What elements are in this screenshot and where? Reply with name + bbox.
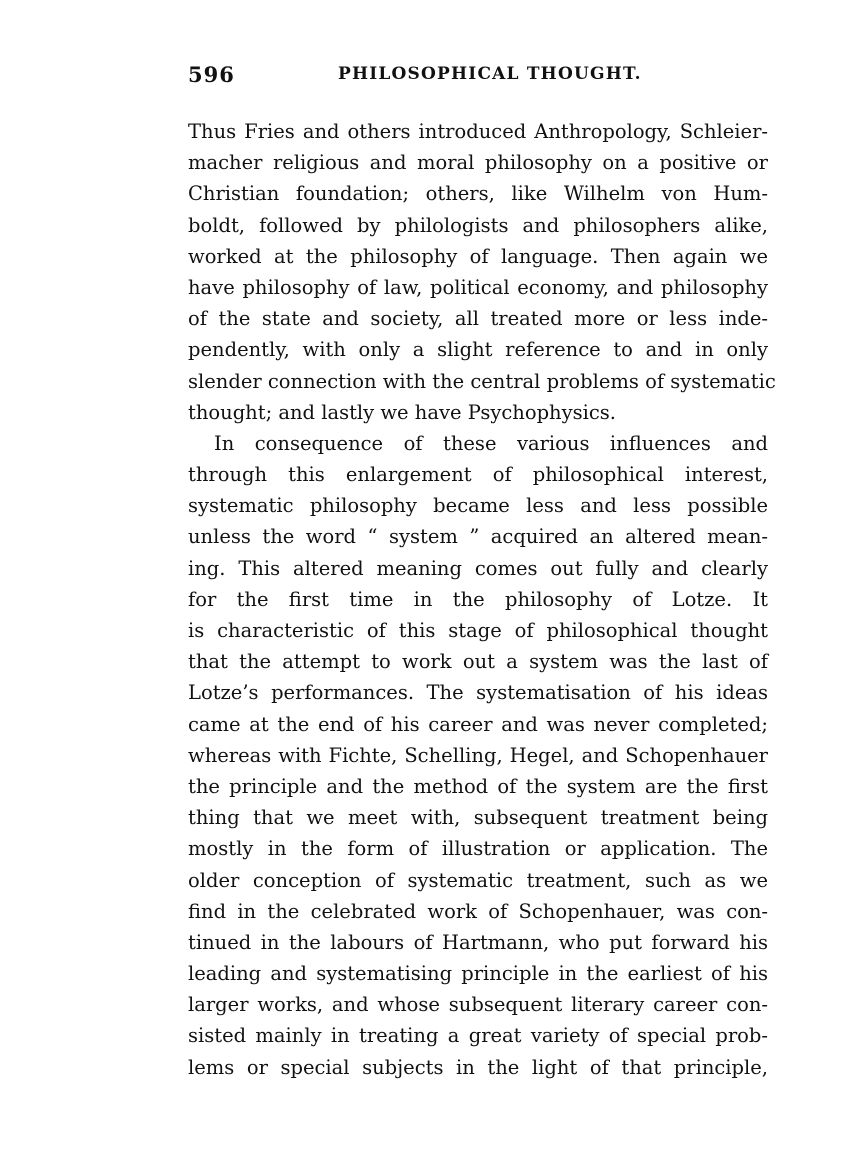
text-line: find in the celebrated work of Schopenhauer, was con-	[188, 899, 768, 923]
text-line: through this enlargement of philosophical interest,	[188, 463, 768, 487]
text-line: sisted mainly in treating a great variety of special prob-	[188, 1024, 768, 1048]
text-line: systematic philosophy became less and less possible	[188, 494, 768, 518]
text-line: Lotze’s performances. The systematisation of his ideas	[188, 681, 768, 705]
text-line: thought; and lastly we have Psychophysics.	[188, 400, 617, 424]
text-line: larger works, and whose subsequent literary career con-	[188, 993, 768, 1017]
text-line: thing that we meet with, subsequent treatment being	[188, 806, 768, 830]
text-line: ing. This altered meaning comes out fully and clearly	[188, 556, 768, 580]
text-line: of the state and society, all treated more or less inde-	[188, 307, 768, 331]
text-line: pendently, with only a slight reference to and in only	[188, 338, 768, 362]
running-head	[188, 62, 768, 92]
text-line: slender connection with the central problems of systematic	[188, 369, 776, 393]
text-line: whereas with Fichte, Schelling, Hegel, and Schopenhauer	[188, 743, 768, 767]
text-line: boldt, followed by philologists and philosophers alike,	[188, 213, 768, 237]
text-line: older conception of systematic treatment, such as we	[188, 868, 768, 892]
running-title: PHILOSOPHICAL THOUGHT.	[338, 64, 642, 84]
text-line: Christian foundation; others, like Wilhelm von Hum-	[188, 182, 768, 206]
text-line: unless the word “ system ” acquired an altered mean-	[188, 525, 768, 549]
text-line: have philosophy of law, political economy, and philosophy	[188, 275, 768, 299]
text-line: mostly in the form of illustration or application. The	[188, 837, 768, 861]
text-line: the principle and the method of the system are the first	[188, 774, 768, 798]
text-line: In consequence of these various influences and	[214, 431, 768, 455]
text-line: Thus Fries and others introduced Anthropology, Schleier-	[188, 120, 768, 143]
page-number: 596	[188, 62, 235, 87]
text-line: that the attempt to work out a system was the last of	[188, 650, 768, 674]
text-line: worked at the philosophy of language. Then again we	[188, 244, 768, 268]
text-line: for the first time in the philosophy of Lotze. It	[188, 587, 768, 611]
text-line: tinued in the labours of Hartmann, who put forward his	[188, 930, 768, 954]
text-line: leading and systematising principle in the earliest of his	[188, 962, 768, 986]
text-line: came at the end of his career and was never completed;	[188, 712, 768, 736]
text-line: is characteristic of this stage of philosophical thought	[188, 619, 768, 642]
text-line: macher religious and moral philosophy on a positive or	[188, 151, 768, 175]
body-text	[188, 116, 776, 1083]
text-line: lems or special subjects in the light of that principle,	[188, 1055, 768, 1079]
